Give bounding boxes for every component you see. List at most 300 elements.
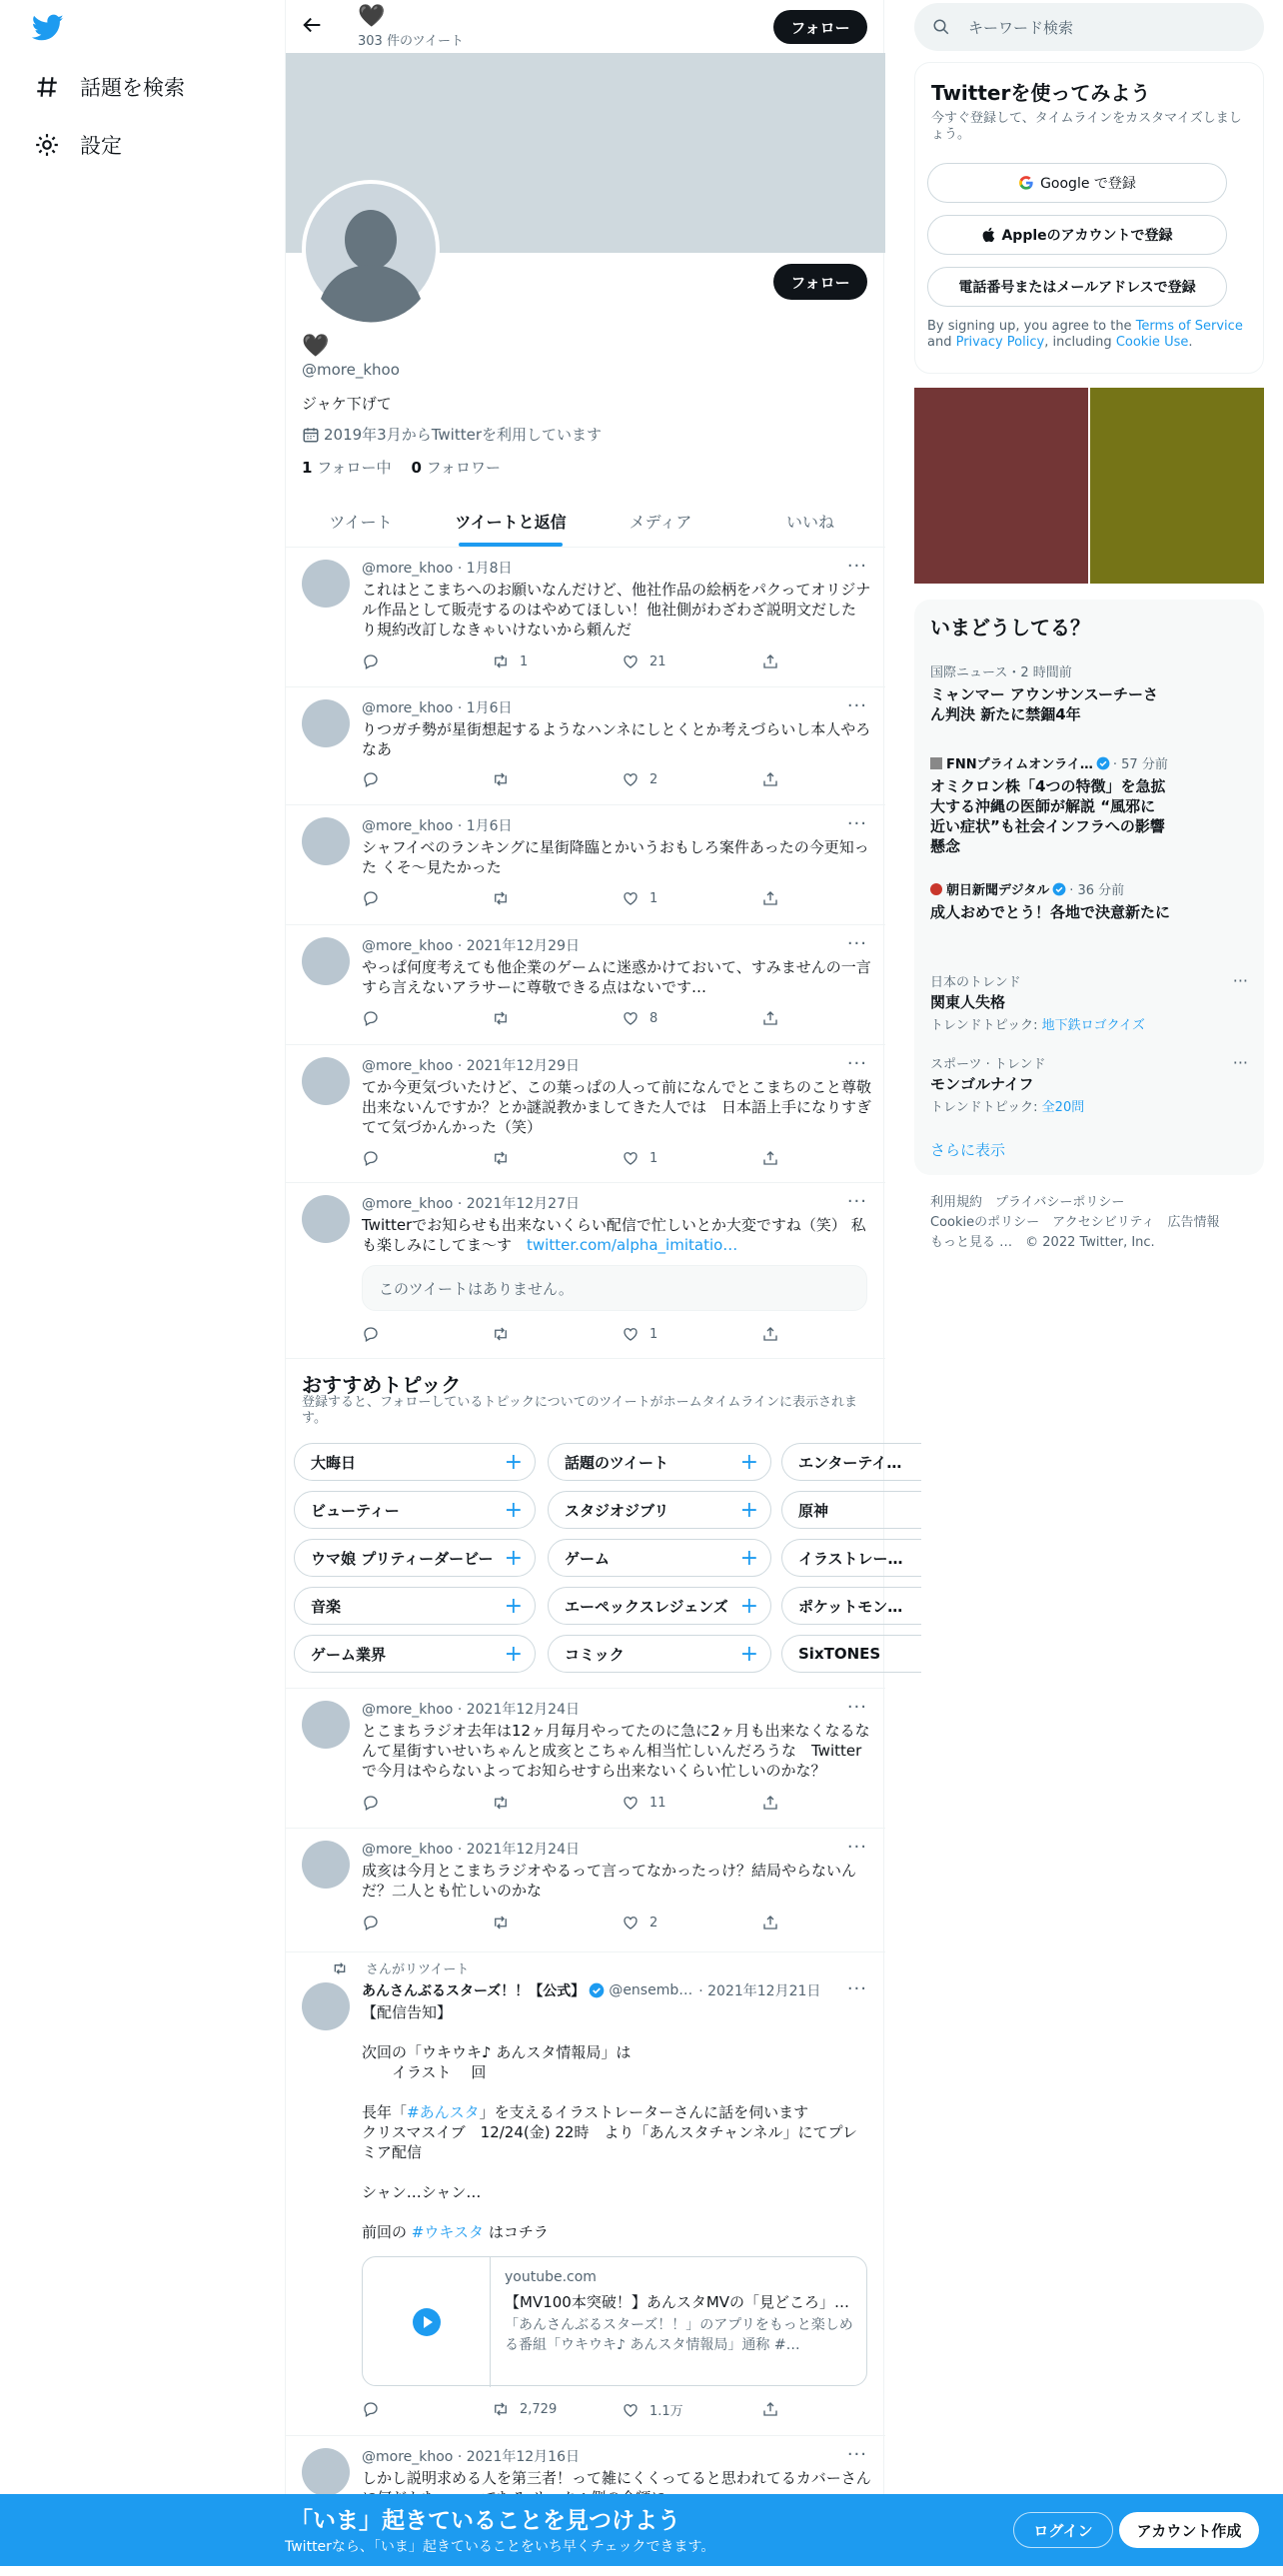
profile-display-name: 🖤 [302,334,330,359]
bottom-headline: 「いま」起きていることを見つけよう [290,2508,680,2534]
signup-card [914,62,1264,374]
share-button[interactable] [761,652,789,670]
topics-title: おすすめトピック [302,1373,462,1397]
like-button[interactable] [622,652,666,670]
tweet-actions [362,2400,821,2422]
cookie-use-link[interactable]: Cookie Use [1115,335,1189,350]
reply-button[interactable] [362,1009,390,1027]
share-button[interactable] [761,1149,789,1167]
share-icon [761,889,779,907]
tweet-avatar[interactable] [302,699,350,747]
trend-time: · 36 分前 [1069,883,1125,898]
reply-icon [362,889,380,907]
plus-icon[interactable]: + [739,1449,758,1475]
more-options-icon[interactable]: ··· [846,2444,867,2465]
more-options-icon[interactable]: ··· [846,1697,867,1718]
retweet-line [362,2222,871,2242]
profile-bio: ジャケ下げて [302,395,392,413]
plus-icon[interactable]: + [504,1593,523,1619]
like-button[interactable] [622,1914,657,1932]
topic-pill-label: コミック [565,1645,625,1664]
like-icon [622,1149,640,1167]
default-avatar-icon [306,184,436,314]
signup-subtitle: 今すぐ登録して、タイムラインをカスタマイズしましょう。 [931,111,1242,142]
verified-badge-icon [1052,882,1066,896]
trends-title: いまどうしてる？ [930,616,1090,640]
retweet-line: 【配信告知】 [362,2003,453,2021]
header-name: 🖤 [358,4,386,29]
tweet-item[interactable] [286,1183,885,1359]
retweet-body [362,2002,871,2242]
tweet-meta: @more_khoo · 2021年12月16日 [362,2449,580,2465]
tab-media[interactable]: メディア [629,513,692,532]
retweet-button[interactable] [492,1149,520,1167]
hashtag-icon [34,74,60,100]
share-button[interactable] [761,1794,789,1812]
left-nav [0,0,285,2498]
terms-text-part: By signing up, you agree to the [927,319,1136,334]
tweet-avatar[interactable] [302,1841,350,1889]
tweet-text: てか今更気づいたけど、この葉っぱの人って前になんでとこまちのこと尊敬出来ないんですか？とか謎説教かましてきた人では 日本語上手になりすぎてて気づかんかった（笑） [362,1078,872,1136]
like-icon [622,2401,640,2419]
like-icon [622,1794,640,1812]
share-icon [761,1794,779,1812]
retweet-item[interactable] [286,1952,885,2436]
trend-topic [930,1096,1248,1115]
share-icon [761,2400,779,2418]
like-icon [622,652,640,670]
tweet-item[interactable] [286,805,885,925]
retweet-button[interactable] [492,1914,520,1932]
apple-icon [981,227,995,243]
retweet-text: 前回の [362,2223,412,2241]
trend-meta [930,753,1248,772]
tweet-meta: @more_khoo · 2021年12月29日 [362,1058,580,1074]
terms-text [927,319,1253,351]
search-placeholder: キーワード検索 [968,18,1074,37]
topic-pill-label: ビューティー [311,1501,400,1520]
following-label: フォロー中 [317,459,392,477]
topic-pill[interactable] [294,1587,536,1625]
like-icon [622,1325,640,1343]
signup-button[interactable]: アカウント作成 [1119,2512,1259,2548]
topics-subtitle: 登録すると、フォローしているトピックについてのツイートがホームタイムラインに表示されます。 [302,1395,858,1426]
topic-pill[interactable] [781,1587,921,1625]
media-preview[interactable] [914,388,1264,584]
reply-button[interactable] [362,1325,390,1343]
tweet-avatar[interactable] [302,817,350,865]
reply-icon [362,1914,380,1932]
plus-icon[interactable]: + [739,1641,758,1667]
google-signup-button[interactable] [927,163,1227,203]
link-card-domain: youtube.com [505,2269,597,2285]
like-button[interactable] [622,889,657,907]
link-card-title: 【MV100本突破！】あんスタMVの「見どころ」… [505,2293,850,2311]
tweet-actions [362,1794,821,1816]
retweet-button[interactable] [492,1794,520,1812]
trend-source: FNNプライムオンライ… [946,757,1093,772]
retweet-button[interactable] [492,1009,520,1027]
share-button[interactable] [761,1914,789,1932]
trend-topic-link[interactable]: 全20問 [1041,1100,1085,1115]
retweet-icon [492,889,510,907]
profile-follow-button[interactable]: フォロー [773,264,867,300]
terms-text-part: . [1188,335,1193,350]
reply-icon [362,770,380,788]
tweet-avatar[interactable] [302,2448,350,2496]
retweet-icon [492,2400,510,2418]
like-button[interactable] [622,1794,666,1812]
footer-link[interactable]: 広告情報 [1167,1215,1220,1230]
share-icon [761,1914,779,1932]
tab-likes[interactable]: いいね [785,513,834,532]
retweet-text: 長年「 [362,2103,408,2121]
asahi-logo-icon [930,883,942,895]
verified-badge-icon [1096,756,1110,770]
topic-pill[interactable] [548,1635,771,1673]
reply-icon [362,1325,380,1343]
search-box[interactable] [914,3,1264,51]
plus-icon[interactable]: + [504,1545,523,1571]
profile-tabs [286,496,885,548]
like-button[interactable] [622,1325,657,1343]
calendar-icon [302,426,320,444]
google-signup-label: Google で登録 [1040,176,1136,192]
retweet-author-avatar[interactable] [302,1982,350,2030]
trend-item[interactable] [930,1053,1248,1115]
profile-avatar[interactable] [302,180,440,318]
topic-pill[interactable] [781,1491,921,1529]
trend-title: オミクロン株「4つの特徴」を急拡大する沖縄の医師が解説 “風邪に近い症状”も社会インフラへの影響懸念 [930,777,1166,855]
login-prompt-bar [0,2494,1283,2566]
followers-count: 0 [411,459,422,477]
topic-pill[interactable] [294,1539,536,1577]
topic-pill-label: エーペックスレジェンズ [565,1597,728,1616]
tweet-actions [362,1149,821,1171]
retweet-line: シャン…シャン… [362,2183,482,2201]
media-swatch-right[interactable] [1090,388,1264,584]
tweet-item[interactable] [286,1689,885,1829]
share-button[interactable] [761,770,789,788]
tweet-actions [362,1009,821,1031]
topic-pill[interactable] [294,1491,536,1529]
nav-explore[interactable] [34,72,185,102]
terms-text-part: and [927,335,956,350]
trend-source: 朝日新聞デジタル [946,883,1050,898]
tweet-meta: @more_khoo · 1月6日 [362,700,513,716]
show-more-link[interactable]: さらに表示 [930,1141,1006,1159]
play-icon [412,2307,442,2337]
tweet-meta: @more_khoo · 2021年12月27日 [362,1196,580,1212]
trend-topic-label: トレンドトピック: [930,1100,1042,1115]
retweet-handle: @ensemb… [609,1982,693,1998]
share-icon [761,1149,779,1167]
hashtag-link[interactable]: #あんスタ [407,2103,480,2121]
topic-pill-label: 話題のツイート [565,1453,668,1472]
signup-title: Twitterを使ってみよう [931,81,1151,105]
profile-stats [302,457,501,478]
share-button[interactable] [761,2400,789,2418]
topic-pill-label: スタジオジブリ [565,1501,669,1520]
topic-pill[interactable] [548,1539,771,1577]
header-tweet-count: 303 件のツイート [358,34,465,49]
google-icon [1018,175,1034,191]
like-icon [622,770,640,788]
nav-settings[interactable] [34,130,122,160]
retweet-icon [492,770,510,788]
topic-pill-label: ポケットモン… [798,1597,903,1616]
profile-joined [302,424,602,445]
following-count: 1 [302,459,313,477]
tweet-item[interactable] [286,1045,885,1183]
topic-pill[interactable] [294,1443,536,1481]
tweet-text: やっぱ何度考えても他企業のゲームに迷惑かけておいて、すみませんの一言すら言えないアラサーに尊敬できる点はないです… [362,958,871,996]
apple-signup-label: Appleのアカウントで登録 [1001,228,1173,244]
trend-title: ミャンマー アウンサンスーチーさん判決 新たに禁錮4年 [930,685,1158,723]
more-options-icon[interactable]: ··· [846,933,867,954]
like-button[interactable] [622,1149,657,1167]
tweet-meta: @more_khoo · 2021年12月29日 [362,938,580,954]
trend-title: 成人おめでとう！各地で決意新たに [930,903,1171,921]
like-count: 21 [649,653,666,669]
plus-icon[interactable]: + [739,1593,758,1619]
tweet-avatar[interactable] [302,937,350,985]
reply-icon [362,2400,380,2418]
tweet-text: これはとこまちへのお願いなんだけど、他社作品の絵柄をパクってオリジナル作品として販売するのはやめてほしい！他社側がわざわざ説明文だしたり規約改訂しなきゃいけないから頼んだ [362,581,871,639]
back-arrow-icon[interactable] [302,14,324,42]
tweet-meta: @more_khoo · 2021年12月24日 [362,1702,580,1718]
retweet-line [362,2102,871,2122]
trend-topic-label: トレンドトピック: [930,1018,1042,1033]
retweet-button[interactable] [492,889,520,907]
like-count: 11 [649,1795,666,1811]
link-card[interactable] [362,2256,867,2386]
trend-meta: スポーツ · トレンド [930,1057,1046,1072]
plus-icon[interactable]: + [739,1497,758,1523]
retweet-text: 」を支えるイラストレーターさんに話を伺います [479,2103,809,2121]
more-options-icon[interactable]: ··· [846,1837,867,1858]
header-follow-button[interactable]: フォロー [773,10,867,44]
topic-pill-label: 原神 [798,1501,829,1520]
hashtag-link[interactable]: #ウキスタ [411,2223,485,2241]
link-card-thumb [363,2257,491,2387]
footer-link[interactable]: Cookieのポリシー [930,1215,1040,1230]
more-options-icon[interactable]: ··· [846,1191,867,1212]
retweet-button[interactable] [492,652,528,670]
plus-icon[interactable]: + [504,1641,523,1667]
nav-explore-label: 話題を検索 [80,76,185,100]
topic-pill-label: エンターテイ… [798,1453,902,1472]
search-icon [932,18,950,36]
share-icon [761,652,779,670]
more-options-icon[interactable]: ··· [846,1978,867,1999]
footer-more-link[interactable]: もっと見る … [930,1235,1013,1250]
footer-link[interactable]: アクセシビリティ [1052,1215,1155,1230]
login-button[interactable]: ログイン [1013,2512,1113,2548]
like-icon [622,1914,640,1932]
tweet-text: シャフイベのランキングに星街降臨とかいうおもしろ案件あったの今更知った くそ～見たかった [362,838,869,876]
like-icon [622,1009,640,1027]
share-button[interactable] [761,889,789,907]
topic-pill[interactable] [548,1443,771,1481]
tweet-actions [362,770,821,792]
reply-icon [362,1149,380,1167]
share-icon [761,770,779,788]
reply-button[interactable] [362,652,390,670]
like-count: 8 [649,1010,658,1026]
more-options-icon[interactable]: ··· [846,813,867,834]
retweet-author[interactable]: あんさんぶるスターズ！！【公式】 [362,1983,586,1999]
topic-pill[interactable] [548,1587,771,1625]
reply-button[interactable] [362,1149,390,1167]
plus-icon[interactable]: + [739,1545,758,1571]
trend-item[interactable] [930,753,1248,856]
profile-handle: @more_khoo [302,361,400,379]
like-count: 2 [649,771,658,787]
retweet-date: · 2021年12月21日 [698,1983,821,1999]
plus-icon[interactable]: + [504,1497,523,1523]
reply-button[interactable] [362,1794,390,1812]
like-count: 1 [649,890,658,906]
tweet-actions [362,889,821,911]
topic-pill-label: 大晦日 [311,1453,357,1472]
more-options-icon[interactable]: ··· [1232,1053,1248,1072]
twitter-logo-icon[interactable] [32,14,64,46]
tweet-text: とこまちラジオ去年は12ヶ月毎月やってたのに急に2ヶ月も出来なくなるなんて星街すいせいちゃんと成亥とこちゃん相当忙しいんだろうな Twitterで今月はやらないよってお知らせすら出来ないくらい忙しいのかな？ [362,1722,870,1780]
tweet-avatar[interactable] [302,1701,350,1749]
following-link[interactable] [302,457,391,478]
topic-pill[interactable] [781,1443,921,1481]
tweet-link[interactable]: twitter.com/alpha_imitatio… [527,1236,738,1254]
reply-button[interactable] [362,770,390,788]
profile-joined-text: 2019年3月からTwitterを利用しています [324,426,602,444]
media-swatch-left[interactable] [914,388,1088,584]
like-icon [622,889,640,907]
terms-of-service-link[interactable]: Terms of Service [1135,319,1243,334]
share-button[interactable] [761,1009,789,1027]
retweet-icon [492,1914,510,1932]
more-options-icon[interactable]: ··· [846,695,867,716]
tweet-text [362,1215,871,1255]
retweet-line: 次回の「ウキウキ♪ あんスタ情報局」は [362,2043,632,2061]
topic-pill[interactable] [781,1539,921,1577]
retweet-icon [492,1794,510,1812]
tweet-text-content: Twitterでお知らせも出来ないくらい配信で忙しいとか大変ですね（笑） 私も楽しみにしてま～す [362,1216,866,1254]
tweet-actions [362,1325,821,1347]
topic-pill-label: 音楽 [311,1597,342,1616]
footer-link[interactable]: プライバシーポリシー [995,1195,1125,1210]
share-icon [761,1009,779,1027]
followers-link[interactable] [411,457,500,478]
trend-meta [930,879,1248,898]
gear-icon [34,132,60,158]
like-count: 1.1万 [649,2404,683,2419]
trend-time: · 57 分前 [1112,757,1168,772]
topic-pill-label: ゲーム [565,1549,611,1568]
privacy-policy-link[interactable]: Privacy Policy [955,335,1045,350]
footer-link[interactable]: 利用規約 [930,1195,983,1210]
retweet-line: クリスマスイブ 12/24(金) 22時 より「あんスタチャンネル」にてプレミア配信 [362,2123,857,2161]
tweet-item[interactable] [286,1829,885,1952]
footer-copyright: © 2022 Twitter, Inc. [1025,1235,1155,1250]
retweet-header [362,1980,820,2000]
trend-item[interactable] [930,661,1248,724]
share-button[interactable] [761,1325,789,1343]
tweet-text: しかし説明求める人を第三者！って雑にくくってると思われてるカバーさん [362,2469,871,2487]
retweet-button[interactable] [492,1325,520,1343]
phone-email-signup-label: 電話番号またはメールアドレスで登録 [958,280,1196,296]
bottom-subtext: Twitterなら、「いま」起きていることをいち早くチェックできます。 [285,2539,715,2555]
plus-icon[interactable]: + [504,1449,523,1475]
tweet-avatar[interactable] [302,560,350,608]
followers-label: フォロワー [426,459,501,477]
tweet-meta: @more_khoo · 1月6日 [362,818,513,834]
retweet-icon [492,1009,510,1027]
share-icon [761,1325,779,1343]
tweet-actions [362,652,821,674]
more-options-icon[interactable]: ··· [1232,971,1248,990]
tweet-item[interactable] [286,687,885,805]
like-count: 1 [649,1150,658,1166]
trend-item[interactable] [930,879,1248,922]
retweet-icon [492,1149,510,1167]
topic-pill[interactable] [294,1635,536,1673]
retweet-text: はコチラ [484,2223,549,2241]
tab-tweets-replies[interactable]: ツイートと返信 [436,496,586,547]
reply-button[interactable] [362,2400,390,2418]
reply-button[interactable] [362,1914,390,1932]
topic-pill-label: イラストレー… [798,1549,903,1568]
topic-pill[interactable] [548,1491,771,1529]
retweet-button[interactable] [492,770,520,788]
tweet-text: りつガチ勢が星街想起するようなハンネにしとくとか考えづらいし本人やろなあ [362,720,871,758]
like-button[interactable] [622,1009,657,1027]
profile-column [285,0,903,2566]
like-button[interactable] [622,770,657,788]
retweet-icon [492,1325,510,1343]
nav-settings-label: 設定 [80,134,122,158]
tweet-avatar[interactable] [302,1057,350,1105]
trend-topic-link[interactable]: 地下鉄ロゴクイズ [1041,1018,1145,1033]
topics-section [286,1359,903,1689]
tweet-avatar[interactable] [302,1195,350,1243]
retweet-line: イラスト 回 [362,2063,487,2081]
tweet-meta: @more_khoo · 2021年12月24日 [362,1842,580,1858]
reply-button[interactable] [362,889,390,907]
retweet-small-icon [332,1960,348,1976]
terms-text-part: , including [1044,335,1116,350]
topic-pill-label: ゲーム業界 [311,1645,387,1664]
retweet-count: 1 [520,653,529,669]
like-button[interactable] [622,2400,683,2419]
topic-pill[interactable] [781,1635,921,1673]
tab-tweets[interactable]: ツイート [329,513,393,532]
like-count: 1 [649,1326,658,1342]
fnn-logo-icon [930,757,942,769]
phone-email-signup-button[interactable] [927,267,1227,307]
more-options-icon[interactable]: ··· [846,556,867,577]
unavailable-tweet: このツイートはありません。 [362,1265,867,1311]
tweet-item[interactable] [286,925,885,1045]
trend-title: 関東人失格 [930,993,1006,1011]
trend-item[interactable] [930,971,1248,1033]
trend-meta: 国際ニュース・2 時間前 [930,665,1072,680]
retweet-button[interactable] [492,2400,557,2418]
retweet-context-text: さんがリツイート [366,1962,470,1977]
more-options-icon[interactable]: ··· [846,1053,867,1074]
tweet-item[interactable] [286,548,885,687]
apple-signup-button[interactable] [927,215,1227,255]
